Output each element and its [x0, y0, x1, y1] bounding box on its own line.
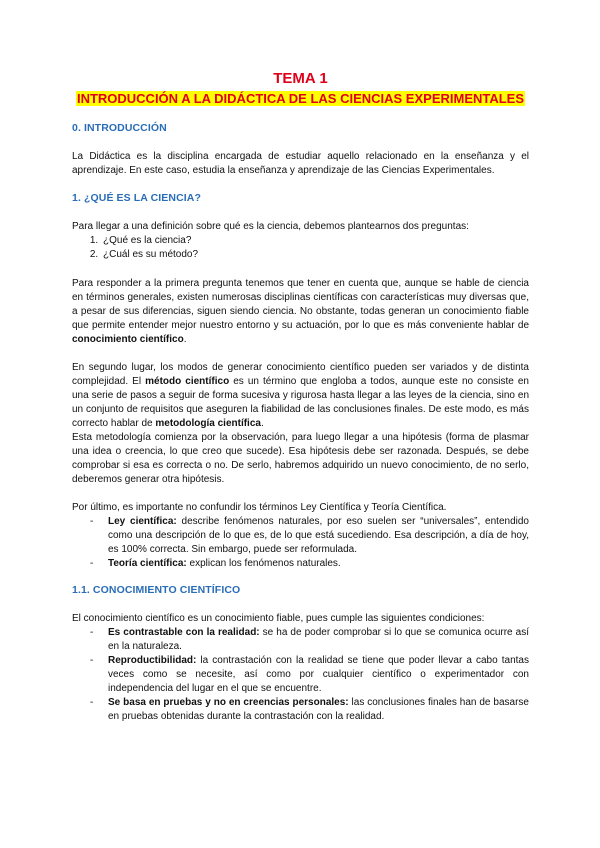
- paragraph-ley-teoria-intro: Por último, es importante no confundir los términos Ley Científica y Teoría Científica.: [72, 502, 447, 513]
- list-item: [72, 696, 529, 724]
- list-item: [72, 654, 529, 696]
- questions-list: [72, 234, 529, 262]
- bold-term: Reproductibilidad:: [108, 655, 197, 666]
- bold-term: Se basa en pruebas y no en creencias personales:: [108, 697, 349, 708]
- text: Para responder a la primera pregunta tenemos que tener en cuenta que, aunque se hable de ciencia en términos generales, existen numerosas disciplinas científicas con características muy diversas que, a pesar de sus diferencias, siguen siendo ciencia. No obstante, todas generan un conocimiento fiable que permite entender mejor nuestro entorno y su actuación, por lo que es más conveniente hablar de: [72, 278, 529, 331]
- bold-term: metodología científica: [155, 418, 261, 429]
- bold-term: conocimiento científico: [72, 334, 184, 345]
- section-heading-conocimiento-cientifico: 1.1. CONOCIMIENTO CIENTÍFICO: [72, 584, 241, 596]
- text: explican los fenómenos naturales.: [186, 558, 341, 569]
- list-item: [72, 626, 529, 654]
- list-item: [72, 515, 529, 557]
- paragraph-introduccion: La Didáctica es la disciplina encargada de estudiar aquello relacionado en la enseñanza y el aprendizaje. En este caso, estudia la enseñanza y aprendizaje de las Ciencias Experimentales.: [72, 151, 529, 176]
- paragraph-conocimiento: [72, 277, 529, 347]
- text: se ha de poder comprobar si lo que se comunica ocurre así en la naturaleza.: [108, 627, 529, 652]
- section-heading-que-es-la-ciencia: 1. ¿QUÉ ES LA CIENCIA?: [72, 192, 201, 204]
- text: las conclusiones finales han de basarse en pruebas obtenidas durante la contrastación con la realidad.: [108, 697, 529, 722]
- text: es un término que engloba a todos, aunque este no consiste en una serie de pasos a seguir de forma sucesiva y rigurosa hasta llegar a las leyes de la ciencia, sino en un conjunto de requisitos que aseguren la fiabilidad de las conclusiones finales. De este modo, es más correcto hablar de: [72, 376, 529, 429]
- text: describe fenómenos naturales, por eso suelen ser “universales”, entendido como una descripción de lo que es, de lo que está sucediendo. Esa descripción, a día de hoy, es 100% correcta. Sin embargo, puede ser reformulada.: [108, 516, 529, 555]
- bold-term: Teoría científica:: [108, 558, 187, 569]
- document-subtitle: [72, 90, 529, 109]
- section-heading-introduccion: 0. INTRODUCCIÓN: [72, 122, 167, 134]
- bold-term: Ley científica:: [108, 516, 177, 527]
- paragraph-condiciones-intro: El conocimiento científico es un conocimiento fiable, pues cumple las siguientes condiciones:: [72, 613, 485, 624]
- condiciones-list: [72, 626, 529, 724]
- paragraph-metodologia: Esta metodología comienza por la observación, para luego llegar a una hipótesis (forma de plasmar una idea o creencia, lo que creo que sucede). Esa hipótesis debe ser razonada. Después, se debe comprobar si esa es correcta o no. De serlo, habremos adquirido un nuevo conocimiento, de no serlo, deberemos generar otra hipótesis.: [72, 432, 529, 485]
- list-item: 1. ¿Qué es la ciencia?: [101, 234, 529, 248]
- text: .: [260, 418, 264, 429]
- text: .: [183, 334, 187, 345]
- document-page: [72, 70, 529, 724]
- subtitle-highlight: INTRODUCCIÓN A LA DIDÁCTICA DE LAS CIENCIAS EXPERIMENTALES: [76, 91, 525, 106]
- text: la contrastación con la realidad se tiene que poder llevar a cabo tantas veces como se necesite, así como por cualquier científico o experimentador con independencia del lugar en el que se encuentre.: [108, 655, 529, 694]
- document-title: TEMA 1: [273, 70, 328, 87]
- list-item: [72, 557, 529, 571]
- bold-term: Es contrastable con la realidad:: [108, 627, 260, 638]
- list-item: 2. ¿Cuál es su método?: [101, 248, 529, 262]
- bold-term: método científico: [145, 376, 230, 387]
- paragraph-metodo: [72, 361, 529, 431]
- text: En segundo lugar, los modos de generar conocimiento científico pueden ser variados y de distinta complejidad. El: [72, 362, 529, 387]
- paragraph-preguntas-intro: Para llegar a una definición sobre qué es la ciencia, debemos plantearnos dos preguntas:: [72, 221, 469, 232]
- ley-teoria-list: [72, 515, 529, 571]
